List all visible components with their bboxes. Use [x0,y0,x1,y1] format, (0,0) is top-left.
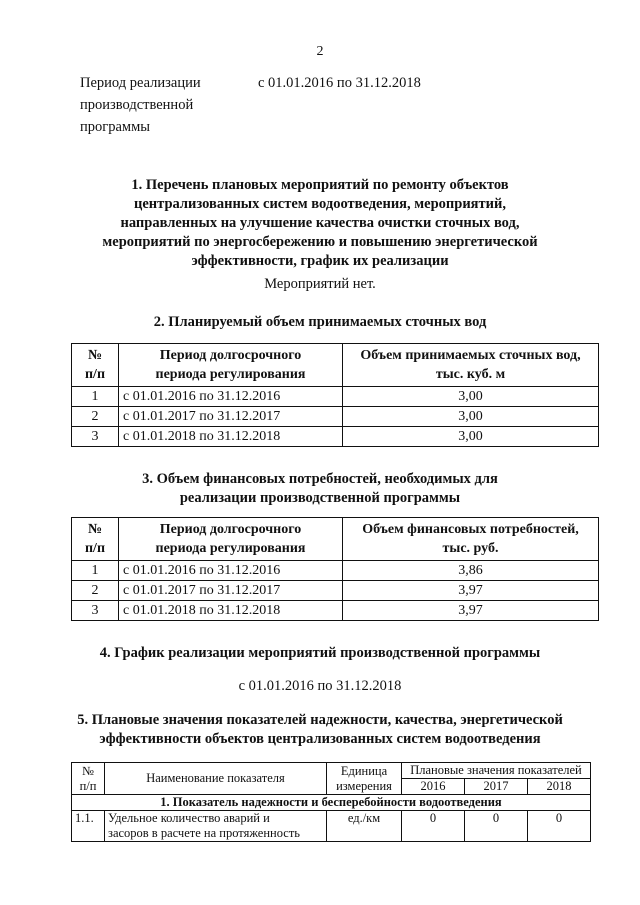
table-row: 2 с 01.01.2017 по 31.12.2017 3,97 [72,581,599,601]
section1-title: 1. Перечень плановых мероприятий по ремонту объектов централизованных систем водоотведения, мероприятий, направленных на улучшение качества очистки сточных вод, мероприятий по энергосбережению и повышению энергетической эффективности, график их реализации [102,177,538,269]
header-num: № п/п [72,763,105,795]
header-year-2018: 2018 [527,779,590,795]
header-financial: Объем финансовых потребностей, тыс. руб. [343,518,599,561]
header-year-2016: 2016 [402,779,465,795]
header-indicator-name: Наименование показателя [105,763,327,795]
header-year-2017: 2017 [464,779,527,795]
table-row: 1 с 01.01.2016 по 31.12.2016 3,86 [72,561,599,581]
group-title: 1. Показатель надежности и бесперебойности водоотведения [72,795,591,811]
table-row: 1 с 01.01.2016 по 31.12.2016 3,00 [72,387,599,407]
table-header-row [72,763,591,779]
table-row: 1.1. Удельное количество аварий и засоров в расчете на протяженность ед./км 0 0 0 [72,811,591,842]
page-number: 2 [316,44,324,59]
table-row: 2 с 01.01.2017 по 31.12.2017 3,00 [72,407,599,427]
indicator-name: Удельное количество аварий и засоров в расчете на протяженность [105,811,327,842]
header-num: № п/п [72,344,119,387]
table-row: 3 с 01.01.2018 по 31.12.2018 3,97 [72,601,599,621]
financial-needs-table [71,517,599,621]
table-header-row [72,344,599,387]
table-row: 3 с 01.01.2018 по 31.12.2018 3,00 [72,427,599,447]
header-num: № п/п [72,518,119,561]
header-period: Период долгосрочного периода регулирования [119,344,343,387]
section3-title: 3. Объем финансовых потребностей, необходимых для реализации производственной программы [142,471,498,506]
section5-title: 5. Плановые значения показателей надежности, качества, энергетической эффективности объектов централизованных систем водоотведения [77,712,563,747]
section4-text: с 01.01.2016 по 31.12.2018 [238,678,402,694]
header-period: Период долгосрочного периода регулирования [119,518,343,561]
header-volume: Объем принимаемых сточных вод, тыс. куб. м [343,344,599,387]
wastewater-volume-table [71,343,599,447]
header-unit: Единица измерения [327,763,402,795]
table-header-row [72,518,599,561]
section4-title: 4. График реализации мероприятий производственной программы [99,645,541,661]
indicators-table [71,762,591,842]
period-value: с 01.01.2016 по 31.12.2018 [258,75,421,91]
section2-title: 2. Планируемый объем принимаемых сточных вод [153,314,487,330]
period-label: Период реализации производственной программы [80,75,201,135]
group-row [72,795,591,811]
header-planned-values: Плановые значения показателей [402,763,591,779]
section1-text: Мероприятий нет. [264,276,376,292]
